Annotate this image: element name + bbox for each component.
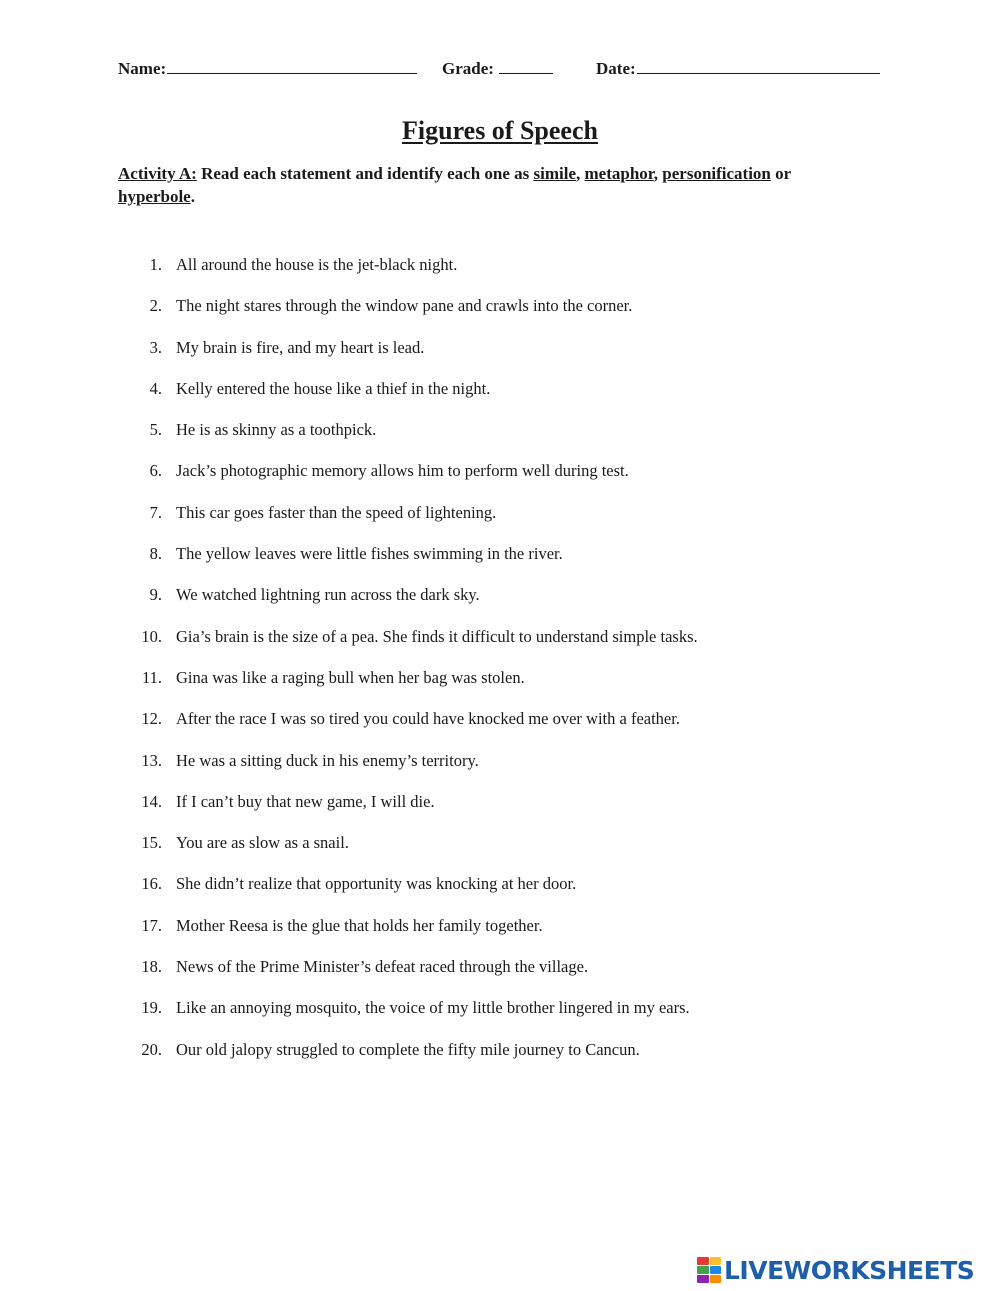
instructions-end: . bbox=[190, 187, 195, 206]
brand-logo-text: LIVEWORKSHEETS bbox=[724, 1255, 975, 1285]
item-text: My brain is fire, and my heart is lead. bbox=[176, 337, 425, 357]
instructions bbox=[118, 162, 858, 208]
list-item bbox=[0, 957, 1000, 998]
list-item bbox=[0, 585, 1000, 626]
list-item bbox=[0, 874, 1000, 915]
liveworksheets-logo-icon bbox=[697, 1257, 721, 1283]
list-item bbox=[0, 792, 1000, 833]
instructions-sep: , bbox=[653, 164, 663, 183]
logo-block bbox=[697, 1266, 709, 1274]
list-item bbox=[0, 338, 1000, 379]
item-text: Mother Reesa is the glue that holds her family together. bbox=[176, 915, 543, 935]
logo-block bbox=[697, 1257, 709, 1265]
instructions-sep: , bbox=[576, 164, 585, 183]
item-text: We watched lightning run across the dark sky. bbox=[176, 585, 480, 605]
list-item bbox=[0, 255, 1000, 296]
item-text: This car goes faster than the speed of lightening. bbox=[176, 502, 497, 522]
name-label: Name: bbox=[118, 59, 167, 78]
item-number: 20. bbox=[141, 1039, 162, 1059]
list-item bbox=[0, 379, 1000, 420]
item-number: 6. bbox=[149, 461, 162, 481]
list-item bbox=[0, 544, 1000, 585]
list-item bbox=[0, 833, 1000, 874]
header-fields bbox=[118, 58, 888, 82]
name-line[interactable] bbox=[167, 58, 417, 74]
list-item bbox=[0, 998, 1000, 1039]
option-metaphor: metaphor bbox=[584, 164, 654, 183]
date-field[interactable] bbox=[596, 58, 880, 79]
item-number: 16. bbox=[141, 874, 162, 894]
statement-list bbox=[0, 255, 1000, 1081]
item-text: The yellow leaves were little fishes swimming in the river. bbox=[176, 544, 563, 564]
list-item bbox=[0, 296, 1000, 337]
item-text: Kelly entered the house like a thief in the night. bbox=[176, 378, 491, 398]
liveworksheets-brand bbox=[697, 1255, 974, 1285]
list-item bbox=[0, 503, 1000, 544]
instructions-text: Read each statement and identify each one as bbox=[196, 164, 534, 183]
item-text: She didn’t realize that opportunity was knocking at her door. bbox=[176, 874, 577, 894]
date-label: Date: bbox=[596, 59, 636, 78]
item-text: News of the Prime Minister’s defeat raced through the village. bbox=[176, 957, 589, 977]
grade-label: Grade: bbox=[442, 59, 494, 78]
item-number: 9. bbox=[149, 585, 162, 605]
item-number: 2. bbox=[149, 296, 162, 316]
item-text: He was a sitting duck in his enemy’s territory. bbox=[176, 750, 479, 770]
item-number: 4. bbox=[149, 378, 162, 398]
item-number: 7. bbox=[149, 502, 162, 522]
item-text: Gina was like a raging bull when her bag was stolen. bbox=[176, 667, 525, 687]
item-text: Jack’s photographic memory allows him to perform well during test. bbox=[176, 461, 629, 481]
item-text: All around the house is the jet-black night. bbox=[176, 255, 458, 274]
item-text: After the race I was so tired you could have knocked me over with a feather. bbox=[176, 709, 680, 729]
item-number: 18. bbox=[141, 957, 162, 977]
item-number: 1. bbox=[149, 255, 162, 274]
item-text: You are as slow as a snail. bbox=[176, 833, 349, 853]
logo-block bbox=[710, 1266, 722, 1274]
list-item bbox=[0, 668, 1000, 709]
grade-line[interactable] bbox=[499, 58, 553, 74]
activity-label: Activity A: bbox=[118, 164, 197, 183]
item-number: 14. bbox=[141, 791, 162, 811]
option-simile: simile bbox=[533, 164, 577, 183]
item-number: 5. bbox=[149, 420, 162, 440]
item-number: 19. bbox=[141, 998, 162, 1018]
logo-block bbox=[710, 1275, 722, 1283]
list-item bbox=[0, 627, 1000, 668]
item-number: 3. bbox=[149, 337, 162, 357]
date-line[interactable] bbox=[637, 58, 880, 74]
item-number: 10. bbox=[141, 626, 162, 646]
option-hyperbole: hyperbole bbox=[118, 187, 191, 206]
item-text: Our old jalopy struggled to complete the fifty mile journey to Cancun. bbox=[176, 1039, 640, 1059]
page-title: Figures of Speech bbox=[402, 116, 598, 145]
list-item bbox=[0, 420, 1000, 461]
name-field[interactable] bbox=[118, 58, 417, 79]
item-number: 11. bbox=[141, 667, 162, 687]
item-number: 13. bbox=[141, 750, 162, 770]
item-text: Like an annoying mosquito, the voice of my little brother lingered in my ears. bbox=[176, 998, 690, 1018]
item-number: 17. bbox=[141, 915, 162, 935]
item-number: 15. bbox=[141, 833, 162, 853]
list-item bbox=[0, 916, 1000, 957]
list-item bbox=[0, 1040, 1000, 1081]
item-text: The night stares through the window pane and crawls into the corner. bbox=[176, 296, 633, 316]
item-text: He is as skinny as a toothpick. bbox=[176, 420, 377, 440]
item-number: 12. bbox=[141, 709, 162, 729]
instructions-sep: or bbox=[770, 164, 791, 183]
option-personification: personification bbox=[662, 164, 771, 183]
logo-block bbox=[710, 1257, 722, 1265]
grade-field[interactable] bbox=[442, 58, 553, 79]
list-item bbox=[0, 461, 1000, 502]
logo-block bbox=[697, 1275, 709, 1283]
item-number: 8. bbox=[149, 544, 162, 564]
list-item bbox=[0, 709, 1000, 750]
list-item bbox=[0, 751, 1000, 792]
item-text: If I can’t buy that new game, I will die. bbox=[176, 791, 435, 811]
item-text: Gia’s brain is the size of a pea. She finds it difficult to understand simple tasks. bbox=[176, 626, 698, 646]
